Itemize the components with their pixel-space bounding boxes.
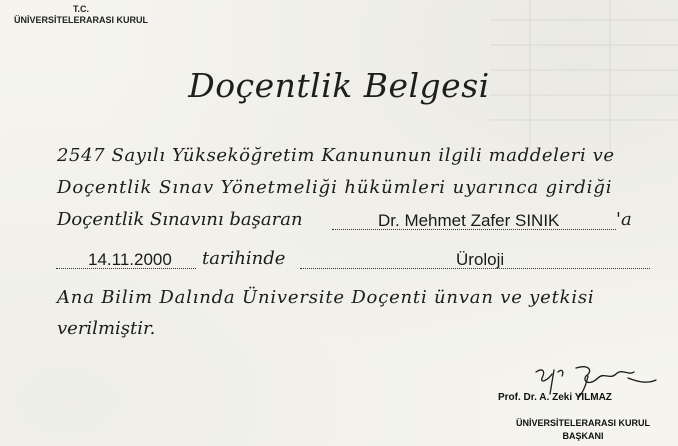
recipient-name: Dr. Mehmet Zafer SINIK [378, 211, 560, 230]
header-tc: T.C. [72, 4, 89, 14]
body-line-3-prefix: Doçentlik Sınavını başaran [57, 209, 303, 230]
body-line-4-middle: tarihinde [202, 248, 286, 269]
header-council: ÜNİVERSİTELERARASI KURUL [13, 15, 148, 25]
signatory-name: Prof. Dr. A. Zeki YILMAZ [498, 392, 612, 403]
body-line-5: Ana Bilim Dalında Üniversite Doçenti ünvan ve yetkisi [57, 287, 595, 308]
body-line-6: verilmiştir. [57, 318, 156, 339]
body-line-2: Doçentlik Sınav Yönetmeliği hükümleri uyarınca girdiği [57, 177, 613, 198]
body-line-1: 2547 Sayılı Yükseköğretim Kanununun ilgili maddeleri ve [57, 145, 615, 166]
signatory-role-line-1: ÜNİVERSİTELERARASI KURUL [515, 418, 650, 428]
signatory-role-line-2: BAŞKANI [562, 431, 604, 441]
body-line-3-suffix: 'a [616, 209, 632, 230]
department-name: Üroloji [456, 250, 505, 269]
certificate-title: Doçentlik Belgesi [188, 66, 490, 105]
issuer-header [6, 4, 156, 26]
certificate-date: 14.11.2000 [88, 250, 172, 269]
